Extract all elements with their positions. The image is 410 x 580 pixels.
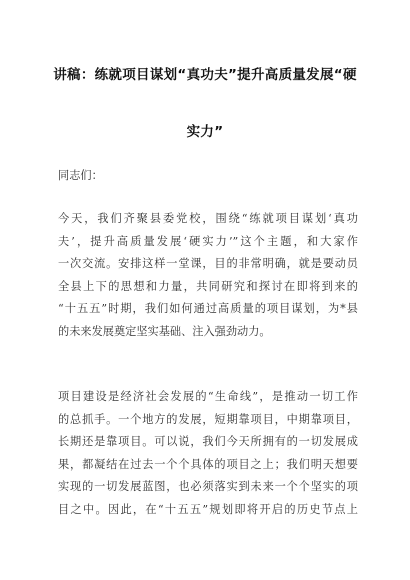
- paragraph-line: 全县上下的思想和力量，共同研究和探讨在即将到来的: [58, 279, 358, 293]
- paragraph-2: [58, 386, 358, 521]
- paragraph-line: 目之中。因此，在“十五五”规划即将开启的历史节点上: [58, 502, 358, 516]
- salutation: 同志们：: [58, 169, 103, 182]
- document-title-line-1: 讲稿：练就项目谋划“真功夫”提升高质量发展“硬: [53, 67, 357, 83]
- paragraph-line: 实现的一切发展蓝图，也必须落实到未来一个个坚实的项: [58, 480, 358, 493]
- paragraph-line: 今天，我们齐聚县委党校，围绕“练就项目谋划‘真功: [58, 212, 358, 225]
- paragraph-line: 果，都凝结在过去一个个具体的项目之上；我们明天想要: [58, 457, 358, 471]
- paragraph-line: 项目建设是经济社会发展的“生命线”，是推动一切工作: [58, 390, 358, 403]
- paragraph-line: “十五五”时期，我们如何通过高质量的项目谋划，为*县: [58, 302, 358, 315]
- paragraph-1: [58, 208, 358, 343]
- paragraph-line: 的未来发展奠定坚实基础、注入强劲动力。: [58, 324, 271, 338]
- paragraph-line: 长期还是靠项目。可以说，我们今天所拥有的一切发展成: [58, 435, 358, 448]
- paragraph-line: 的总抓手。一个地方的发展，短期靠项目，中期靠项目，: [58, 412, 358, 426]
- paragraph-line: 夫’，提升高质量发展‘硬实力’”这个主题，和大家作: [58, 234, 358, 248]
- paragraph-line: 一次交流。安排这样一堂课，目的非常明确，就是要动员: [58, 257, 358, 270]
- document-title-line-2: 实力”: [186, 124, 224, 140]
